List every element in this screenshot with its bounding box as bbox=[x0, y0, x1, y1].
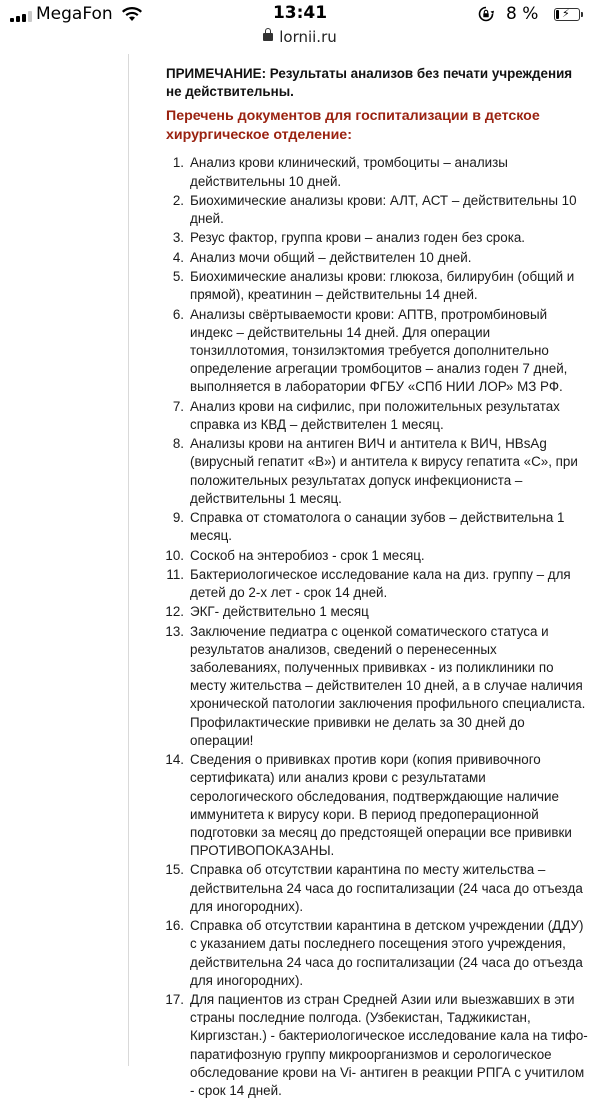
list-item bbox=[166, 435, 590, 508]
item-text: Заключение педиатра с оценкой соматического статуса и результатов анализов, сведений о перенесенных заболеваниях, полученных прививках - из поликлиники по месту жительства – действителен 10 дней, а в случае наличия хронической патологии заключения профильного специалиста. Профилактические прививки не делать за 30 дней до операции! bbox=[190, 623, 586, 748]
list-item bbox=[166, 603, 590, 621]
list-item bbox=[166, 917, 590, 990]
list-item bbox=[166, 306, 590, 397]
item-number: 3. bbox=[172, 230, 184, 246]
note-text: ПРИМЕЧАНИЕ: Результаты анализов без печати учреждения не действительны. bbox=[166, 66, 573, 100]
item-number: 12. bbox=[165, 604, 184, 620]
battery-percentage: 8 % bbox=[506, 4, 539, 24]
list-item bbox=[166, 398, 590, 434]
list-item bbox=[166, 249, 590, 267]
item-text: Соскоб на энтеробиоз - срок 1 месяц. bbox=[190, 547, 425, 563]
list-item bbox=[166, 991, 590, 1100]
item-number: 10. bbox=[165, 547, 184, 563]
list-item bbox=[166, 154, 590, 190]
list-item bbox=[166, 509, 590, 545]
secure-lock-icon bbox=[263, 33, 273, 41]
list-item bbox=[166, 192, 590, 228]
item-text: Резус фактор, группа крови – анализ годен без срока. bbox=[190, 230, 526, 246]
item-number: 7. bbox=[172, 398, 184, 414]
list-item bbox=[166, 229, 590, 247]
list-item bbox=[166, 547, 590, 565]
item-text: Справка об отсутствии карантина в детском учреждении (ДДУ) с указанием даты последнего посещения этого учреждения, действительна 24 часа до госпитализации (24 часа до отъезда для иногородних). bbox=[190, 918, 584, 988]
item-number: 13. bbox=[165, 623, 184, 639]
item-number: 8. bbox=[172, 436, 184, 452]
item-text: Справка об отсутствии карантина по месту жительства – действительна 24 часа до госпитализации (24 часа до отъезда для иногородних). bbox=[190, 862, 583, 914]
item-text: Бактериологическое исследование кала на диз. группу – для детей до 2-х лет - срок 14 дней. bbox=[190, 566, 571, 601]
item-text: Анализы крови на антиген ВИЧ и антитела к ВИЧ, HBsAg (вирусный гепатит «В») и антитела к вирусу гепатита «С», при положительных результатах допуск инфекциониста – действительны 1 месяц. bbox=[190, 436, 578, 506]
item-text: Биохимические анализы крови: глюкоза, билирубин (общий и прямой), креатинин – действительны 14 дней. bbox=[190, 269, 575, 303]
item-number: 2. bbox=[172, 192, 184, 208]
status-bar bbox=[0, 0, 600, 28]
item-number: 4. bbox=[172, 249, 184, 265]
list-item bbox=[166, 268, 590, 304]
carrier-name: MegaFon bbox=[36, 4, 113, 24]
item-number: 1. bbox=[172, 155, 184, 171]
list-item bbox=[166, 751, 590, 860]
list-item bbox=[166, 566, 590, 602]
item-text: Анализы свёртываемости крови: АПТВ, протромбиновый индекс – действительны 14 дней. Для операции тонзиллотомия, тонзилэктомия требуется дополнительно определение агрегации тромбоцитов – анализ годен 7 дней, выполняется в лаборатории ФГБУ «СПб НИИ ЛОР» МЗ РФ. bbox=[190, 306, 568, 395]
item-text: Справка от стоматолога о санации зубов – действительна 1 месяц. bbox=[190, 510, 565, 544]
item-text: ЭКГ- действительно 1 месяц bbox=[190, 604, 369, 620]
item-number: 16. bbox=[165, 918, 184, 934]
item-number: 17. bbox=[165, 992, 184, 1008]
item-number: 9. bbox=[172, 510, 184, 526]
documents-list bbox=[166, 154, 590, 1100]
item-number: 14. bbox=[165, 752, 184, 768]
list-item bbox=[166, 623, 590, 750]
item-number: 6. bbox=[172, 306, 184, 322]
item-text: Биохимические анализы крови: АЛТ, АСТ – действительны 10 дней. bbox=[190, 192, 577, 227]
address-bar[interactable] bbox=[0, 28, 600, 54]
item-text: Для пациентов из стран Средней Азии или выезжавших в эти страны последние полгода. (Узбекистан, Таджикистан, Киргизстан.) - бактериологическое исследование кала на тифо-паратифозную группу микроорганизмов и серологическое обследование крови на Vi- антиген в реакции РПГА с учитилом - срок 14 дней. bbox=[190, 992, 588, 1099]
list-item bbox=[166, 861, 590, 916]
item-number: 15. bbox=[165, 862, 184, 878]
item-text: Сведения о прививках против кори (копия прививочного сертификата) или анализ крови с результатами серологического обследования, подтверждающие наличие иммунитета к вирусу кори. В период предоперационной подготовки за месяц до предстоящей операции все прививки ПРОТИВОПОКАЗАНЫ. bbox=[190, 752, 572, 859]
content-border-line bbox=[128, 54, 129, 1066]
url-text: lornii.ru bbox=[279, 28, 337, 46]
orientation-lock-icon bbox=[478, 6, 494, 22]
item-text: Анализ крови клинический, тромбоциты – анализы действительны 10 дней. bbox=[190, 155, 508, 189]
page-body bbox=[0, 54, 600, 1099]
section-heading: Перечень документов для госпитализации в детское хирургическое отделение: bbox=[166, 108, 540, 144]
article-content bbox=[166, 65, 590, 1101]
charging-bolt-icon: ⚡ bbox=[562, 7, 570, 20]
item-text: Анализ крови на сифилис, при положительных результатах справка из КВД – действителен 1 месяц. bbox=[190, 398, 560, 432]
clock: 13:41 bbox=[272, 3, 328, 23]
item-text: Анализ мочи общий – действителен 10 дней. bbox=[190, 249, 472, 265]
item-number: 5. bbox=[172, 269, 184, 284]
item-number: 11. bbox=[166, 566, 184, 582]
